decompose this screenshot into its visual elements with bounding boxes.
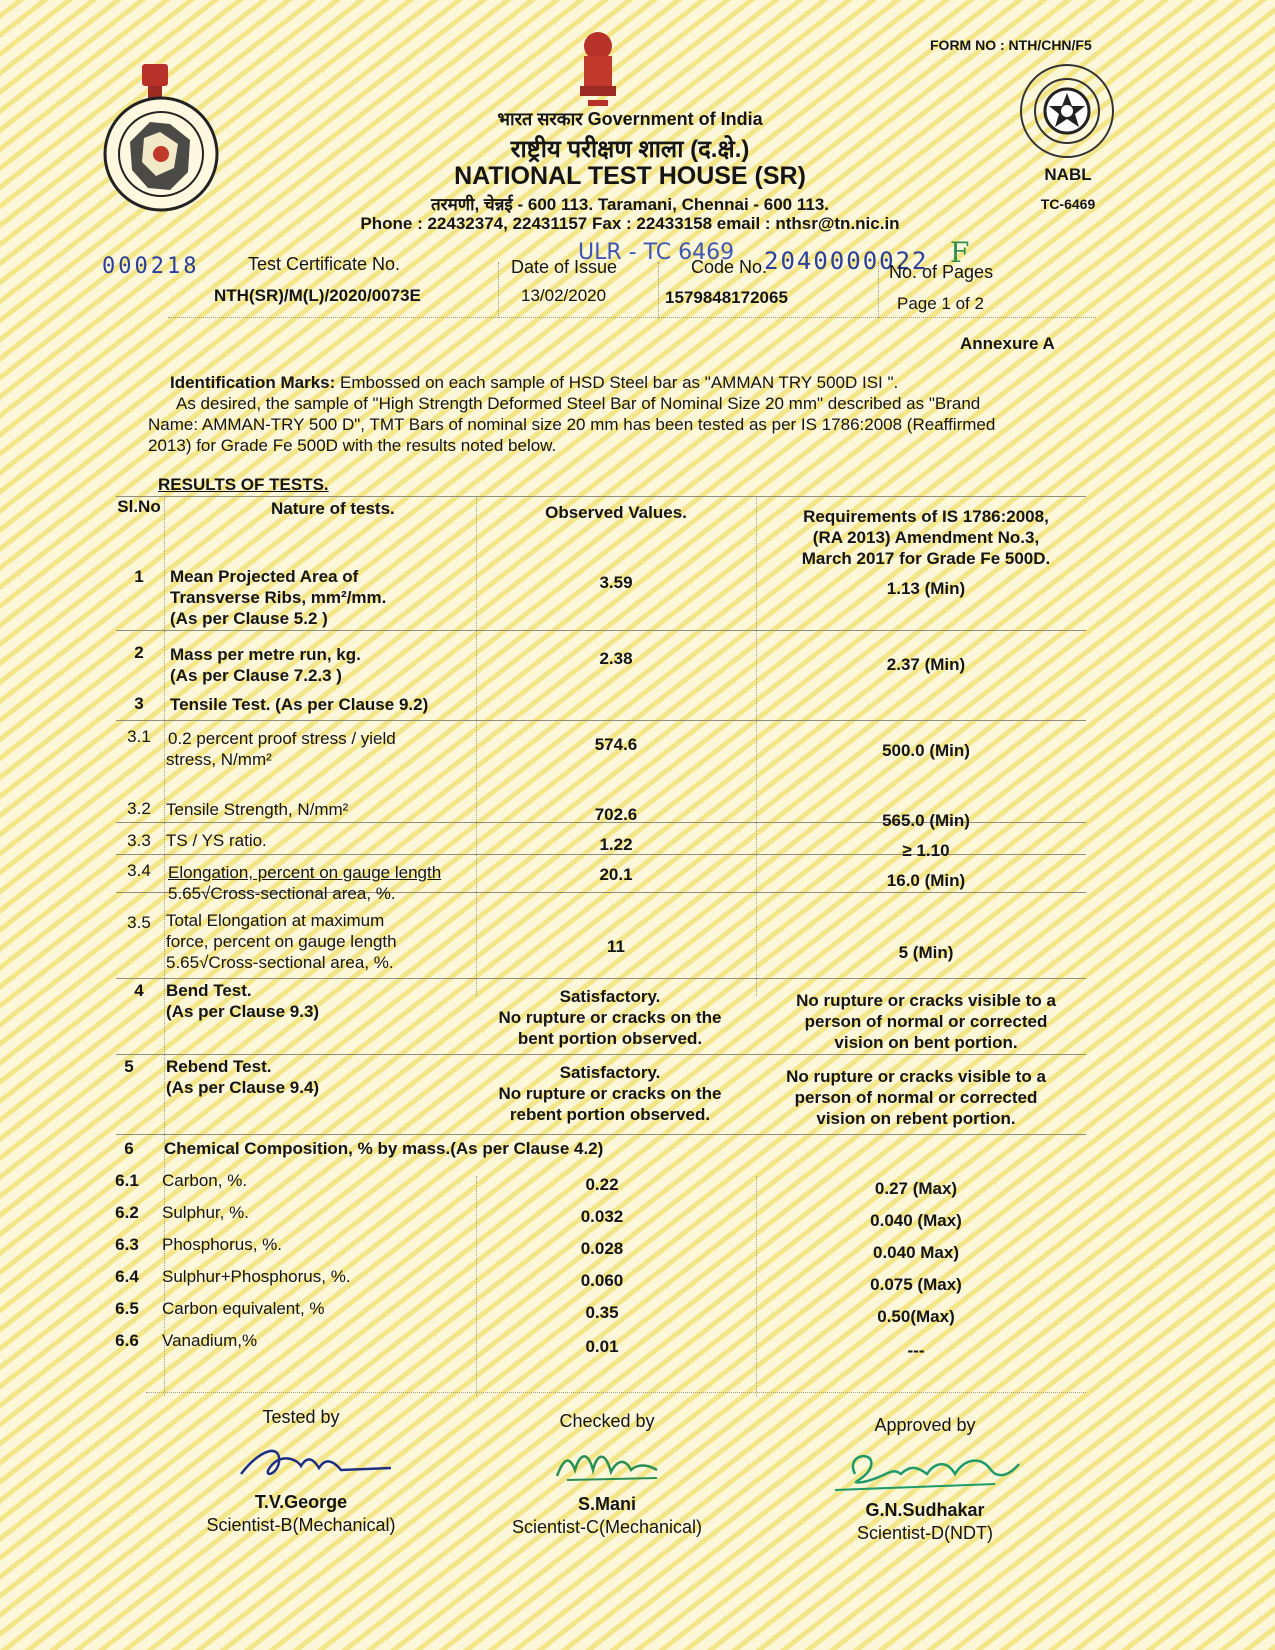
signature-approved-by xyxy=(770,1393,1080,1544)
row-observed: 0.028 xyxy=(580,1239,624,1258)
ulr-stamp: ULR - TC 6469 xyxy=(578,240,735,265)
row-requirement: 0.040 (Max) xyxy=(870,1211,962,1230)
row-nature: (As per Clause 5.2 ) xyxy=(170,609,328,628)
row-nature: Total Elongation at maximum xyxy=(166,911,385,930)
signatory-title: Scientist-B(Mechanical) xyxy=(206,1515,396,1535)
row-requirement: No rupture or cracks visible to a xyxy=(796,991,1056,1010)
signatory-name: T.V.George xyxy=(254,1492,348,1512)
row-requirement: person of normal or corrected xyxy=(804,1012,1048,1031)
row-nature: Carbon, %. xyxy=(162,1171,248,1190)
row-requirement: 0.075 (Max) xyxy=(870,1275,962,1294)
signatory-name: S.Mani xyxy=(577,1494,636,1514)
row-observed: 20.1 xyxy=(599,865,633,884)
row-observed: No rupture or cracks on the xyxy=(498,1008,722,1027)
date-column xyxy=(498,257,658,318)
column-divider xyxy=(756,496,757,996)
row-nature: Phosphorus, %. xyxy=(162,1235,283,1254)
row-requirement: 0.50(Max) xyxy=(877,1307,955,1326)
ulr-suffix-handwritten: F xyxy=(950,236,970,269)
table-rule xyxy=(116,1134,1086,1135)
row-nature: Mass per metre run, kg. xyxy=(170,645,361,664)
code-label: Code No. xyxy=(691,257,768,277)
ulr-number-stamp: 2040000022 xyxy=(764,247,929,275)
address: तरमणी, चेन्नई - 600 113. Taramani, Chennai - 600 113. xyxy=(430,195,830,214)
row-observed: 574.6 xyxy=(594,735,638,754)
row-observed: No rupture or cracks on the xyxy=(498,1084,722,1103)
row-observed: Satisfactory. xyxy=(559,987,661,1006)
row-nature: (As per Clause 9.3) xyxy=(166,1002,320,1021)
header-nature: Nature of tests. xyxy=(271,499,395,518)
nabl-label: NABL xyxy=(1044,165,1092,184)
row-requirement: ≥ 1.10 xyxy=(902,841,950,860)
signature-george-icon xyxy=(201,1436,401,1486)
row-requirement: 500.0 (Min) xyxy=(882,741,970,760)
row-sl: 6.2 xyxy=(115,1203,139,1222)
signature-section xyxy=(146,1392,1086,1542)
signature-label: Approved by xyxy=(874,1415,976,1435)
signature-sudhakar-icon xyxy=(815,1444,1035,1494)
column-divider xyxy=(476,496,477,996)
row-sl: 3.4 xyxy=(127,861,151,880)
row-requirement: 16.0 (Min) xyxy=(886,871,966,890)
form-number: FORM NO : NTH/CHN/F5 xyxy=(930,37,1092,53)
row-observed: 0.22 xyxy=(585,1175,619,1194)
row-requirement: 1.13 (Min) xyxy=(886,579,966,598)
row-observed: 702.6 xyxy=(594,805,638,824)
contact-details: Phone : 22432374, 22431157 Fax : 22433158 email : nthsr@tn.nic.in xyxy=(360,214,900,233)
row-observed: 1.22 xyxy=(599,835,633,854)
row-observed: 2.38 xyxy=(599,649,633,668)
nabl-tc-number: TC-6469 xyxy=(1040,196,1096,212)
header-requirements-2: (RA 2013) Amendment No.3, xyxy=(812,528,1040,547)
identification-marks-text: Embossed on each sample of HSD Steel bar as "AMMAN TRY 500D ISI ". xyxy=(335,373,899,392)
row-observed: 0.01 xyxy=(585,1337,619,1356)
government-title: भारत सरकार Government of India xyxy=(497,109,763,129)
row-observed: Satisfactory. xyxy=(559,1063,661,1082)
results-table xyxy=(116,496,1086,1396)
row-nature: Bend Test. xyxy=(166,981,252,1000)
row-requirement: person of normal or corrected xyxy=(794,1088,1038,1107)
table-rule xyxy=(116,720,1086,721)
row-requirement: vision on bent portion. xyxy=(834,1033,1018,1052)
row-sl: 6.1 xyxy=(115,1171,139,1190)
header-observed: Observed Values. xyxy=(545,503,687,522)
signatory-name: G.N.Sudhakar xyxy=(865,1500,985,1520)
row-sl: 3.2 xyxy=(127,799,151,818)
row-nature: Transverse Ribs, mm²/mm. xyxy=(170,588,387,607)
row-observed: 11 xyxy=(607,937,625,956)
row-requirement: 5 (Min) xyxy=(898,943,954,962)
signature-tested-by xyxy=(146,1393,456,1536)
hindi-organisation-name: राष्ट्रीय परीक्षण शाला (द.क्षे.) xyxy=(510,136,750,163)
header-requirements-3: March 2017 for Grade Fe 500D. xyxy=(801,549,1051,568)
row-sl: 2 xyxy=(134,643,144,662)
row-requirement: 0.27 (Max) xyxy=(874,1179,958,1198)
row-nature: (As per Clause 9.4) xyxy=(166,1078,320,1097)
national-test-house-emblem-icon xyxy=(100,62,222,220)
row-sl: 3.5 xyxy=(127,913,151,932)
date-value: 13/02/2020 xyxy=(521,286,607,305)
row-nature: Mean Projected Area of xyxy=(170,567,359,586)
results-title: RESULTS OF TESTS. xyxy=(158,475,329,494)
nabl-accreditation-logo-icon xyxy=(1018,62,1116,160)
row-observed: 3.59 xyxy=(599,573,633,592)
intro-line-3: Name: AMMAN-TRY 500 D", TMT Bars of nominal size 20 mm has been tested as per IS 1786:2008 (Reaffirmed xyxy=(148,415,996,434)
row-nature: Chemical Composition, % by mass.(As per Clause 4.2) xyxy=(164,1139,604,1158)
row-sl: 5 xyxy=(124,1057,134,1076)
row-observed: bent portion observed. xyxy=(517,1029,703,1048)
cert-no-label: Test Certificate No. xyxy=(248,254,401,274)
table-rule xyxy=(116,978,1086,979)
row-sl: 6.4 xyxy=(115,1267,139,1286)
state-emblem-icon xyxy=(572,30,624,112)
pages-label: No. of Pages xyxy=(889,262,994,282)
table-rule xyxy=(116,630,1086,631)
intro-line-4: 2013) for Grade Fe 500D with the results noted below. xyxy=(148,436,557,455)
annexure-label: Annexure A xyxy=(960,334,1055,353)
row-nature: 5.65√Cross-sectional area, %. xyxy=(166,953,394,972)
row-nature: 5.65√Cross-sectional area, %. xyxy=(168,884,396,903)
row-nature: force, percent on gauge length xyxy=(166,932,397,951)
row-sl: 3.3 xyxy=(127,831,151,850)
row-requirement: 2.37 (Min) xyxy=(886,655,966,674)
identification-marks-label: Identification Marks: xyxy=(170,373,336,392)
serial-number-stamp: 000218 xyxy=(102,254,200,279)
row-nature: Tensile Test. (As per Clause 9.2) xyxy=(170,695,429,714)
column-divider xyxy=(164,496,165,1396)
cert-no-value: NTH(SR)/M(L)/2020/0073E xyxy=(214,286,421,305)
row-sl: 6.3 xyxy=(115,1235,139,1254)
table-rule xyxy=(116,496,1086,497)
row-sl: 3.1 xyxy=(127,727,151,746)
cert-no-column xyxy=(168,254,498,318)
row-nature: stress, N/mm² xyxy=(166,750,272,769)
row-requirement: 0.040 Max) xyxy=(873,1243,959,1262)
row-sl: 4 xyxy=(134,981,144,1000)
date-label: Date of Issue xyxy=(511,257,618,277)
signature-label: Tested by xyxy=(262,1407,340,1427)
row-nature: 0.2 percent proof stress / yield xyxy=(168,729,396,748)
pages-column xyxy=(878,262,1096,318)
intro-line-2: As desired, the sample of "High Strength Deformed Steel Bar of Nominal Size 20 mm" described as "Brand xyxy=(176,394,981,413)
signature-mani-icon xyxy=(507,1440,707,1488)
code-column xyxy=(658,257,878,318)
row-nature: Rebend Test. xyxy=(166,1057,272,1076)
row-observed: 0.060 xyxy=(580,1271,624,1290)
row-nature: TS / YS ratio. xyxy=(166,831,267,850)
row-requirement: No rupture or cracks visible to a xyxy=(786,1067,1046,1086)
row-requirement: 565.0 (Min) xyxy=(882,811,970,830)
row-nature: Elongation, percent on gauge length xyxy=(168,863,442,882)
header-requirements-1: Requirements of IS 1786:2008, xyxy=(803,507,1049,526)
row-sl: 6 xyxy=(124,1139,134,1158)
row-observed: rebent portion observed. xyxy=(509,1105,711,1124)
row-nature: Tensile Strength, N/mm² xyxy=(166,800,349,819)
organisation-name: NATIONAL TEST HOUSE (SR) xyxy=(454,162,806,190)
signature-checked-by xyxy=(452,1393,762,1538)
code-value: 1579848172065 xyxy=(665,288,788,307)
row-nature: Sulphur+Phosphorus, %. xyxy=(162,1267,351,1286)
row-observed: 0.032 xyxy=(580,1207,624,1226)
row-sl: 6.6 xyxy=(115,1331,139,1350)
row-nature: (As per Clause 7.2.3 ) xyxy=(170,666,342,685)
row-observed: 0.35 xyxy=(585,1303,619,1322)
row-sl: 1 xyxy=(134,567,144,586)
table-rule xyxy=(116,1054,1086,1055)
signatory-title: Scientist-C(Mechanical) xyxy=(511,1517,703,1537)
row-requirement: vision on rebent portion. xyxy=(816,1109,1016,1128)
row-sl: 6.5 xyxy=(115,1299,139,1318)
identification-marks xyxy=(170,372,898,393)
row-nature: Carbon equivalent, % xyxy=(162,1299,325,1318)
pages-value: Page 1 of 2 xyxy=(897,294,984,313)
row-nature: Sulphur, %. xyxy=(162,1203,249,1222)
signatory-title: Scientist-D(NDT) xyxy=(856,1523,993,1543)
signature-label: Checked by xyxy=(559,1411,655,1431)
row-requirement: --- xyxy=(907,1341,925,1360)
row-nature: Vanadium,% xyxy=(162,1331,258,1350)
row-sl: 3 xyxy=(134,694,144,713)
header-slno: Sl.No xyxy=(117,497,161,516)
